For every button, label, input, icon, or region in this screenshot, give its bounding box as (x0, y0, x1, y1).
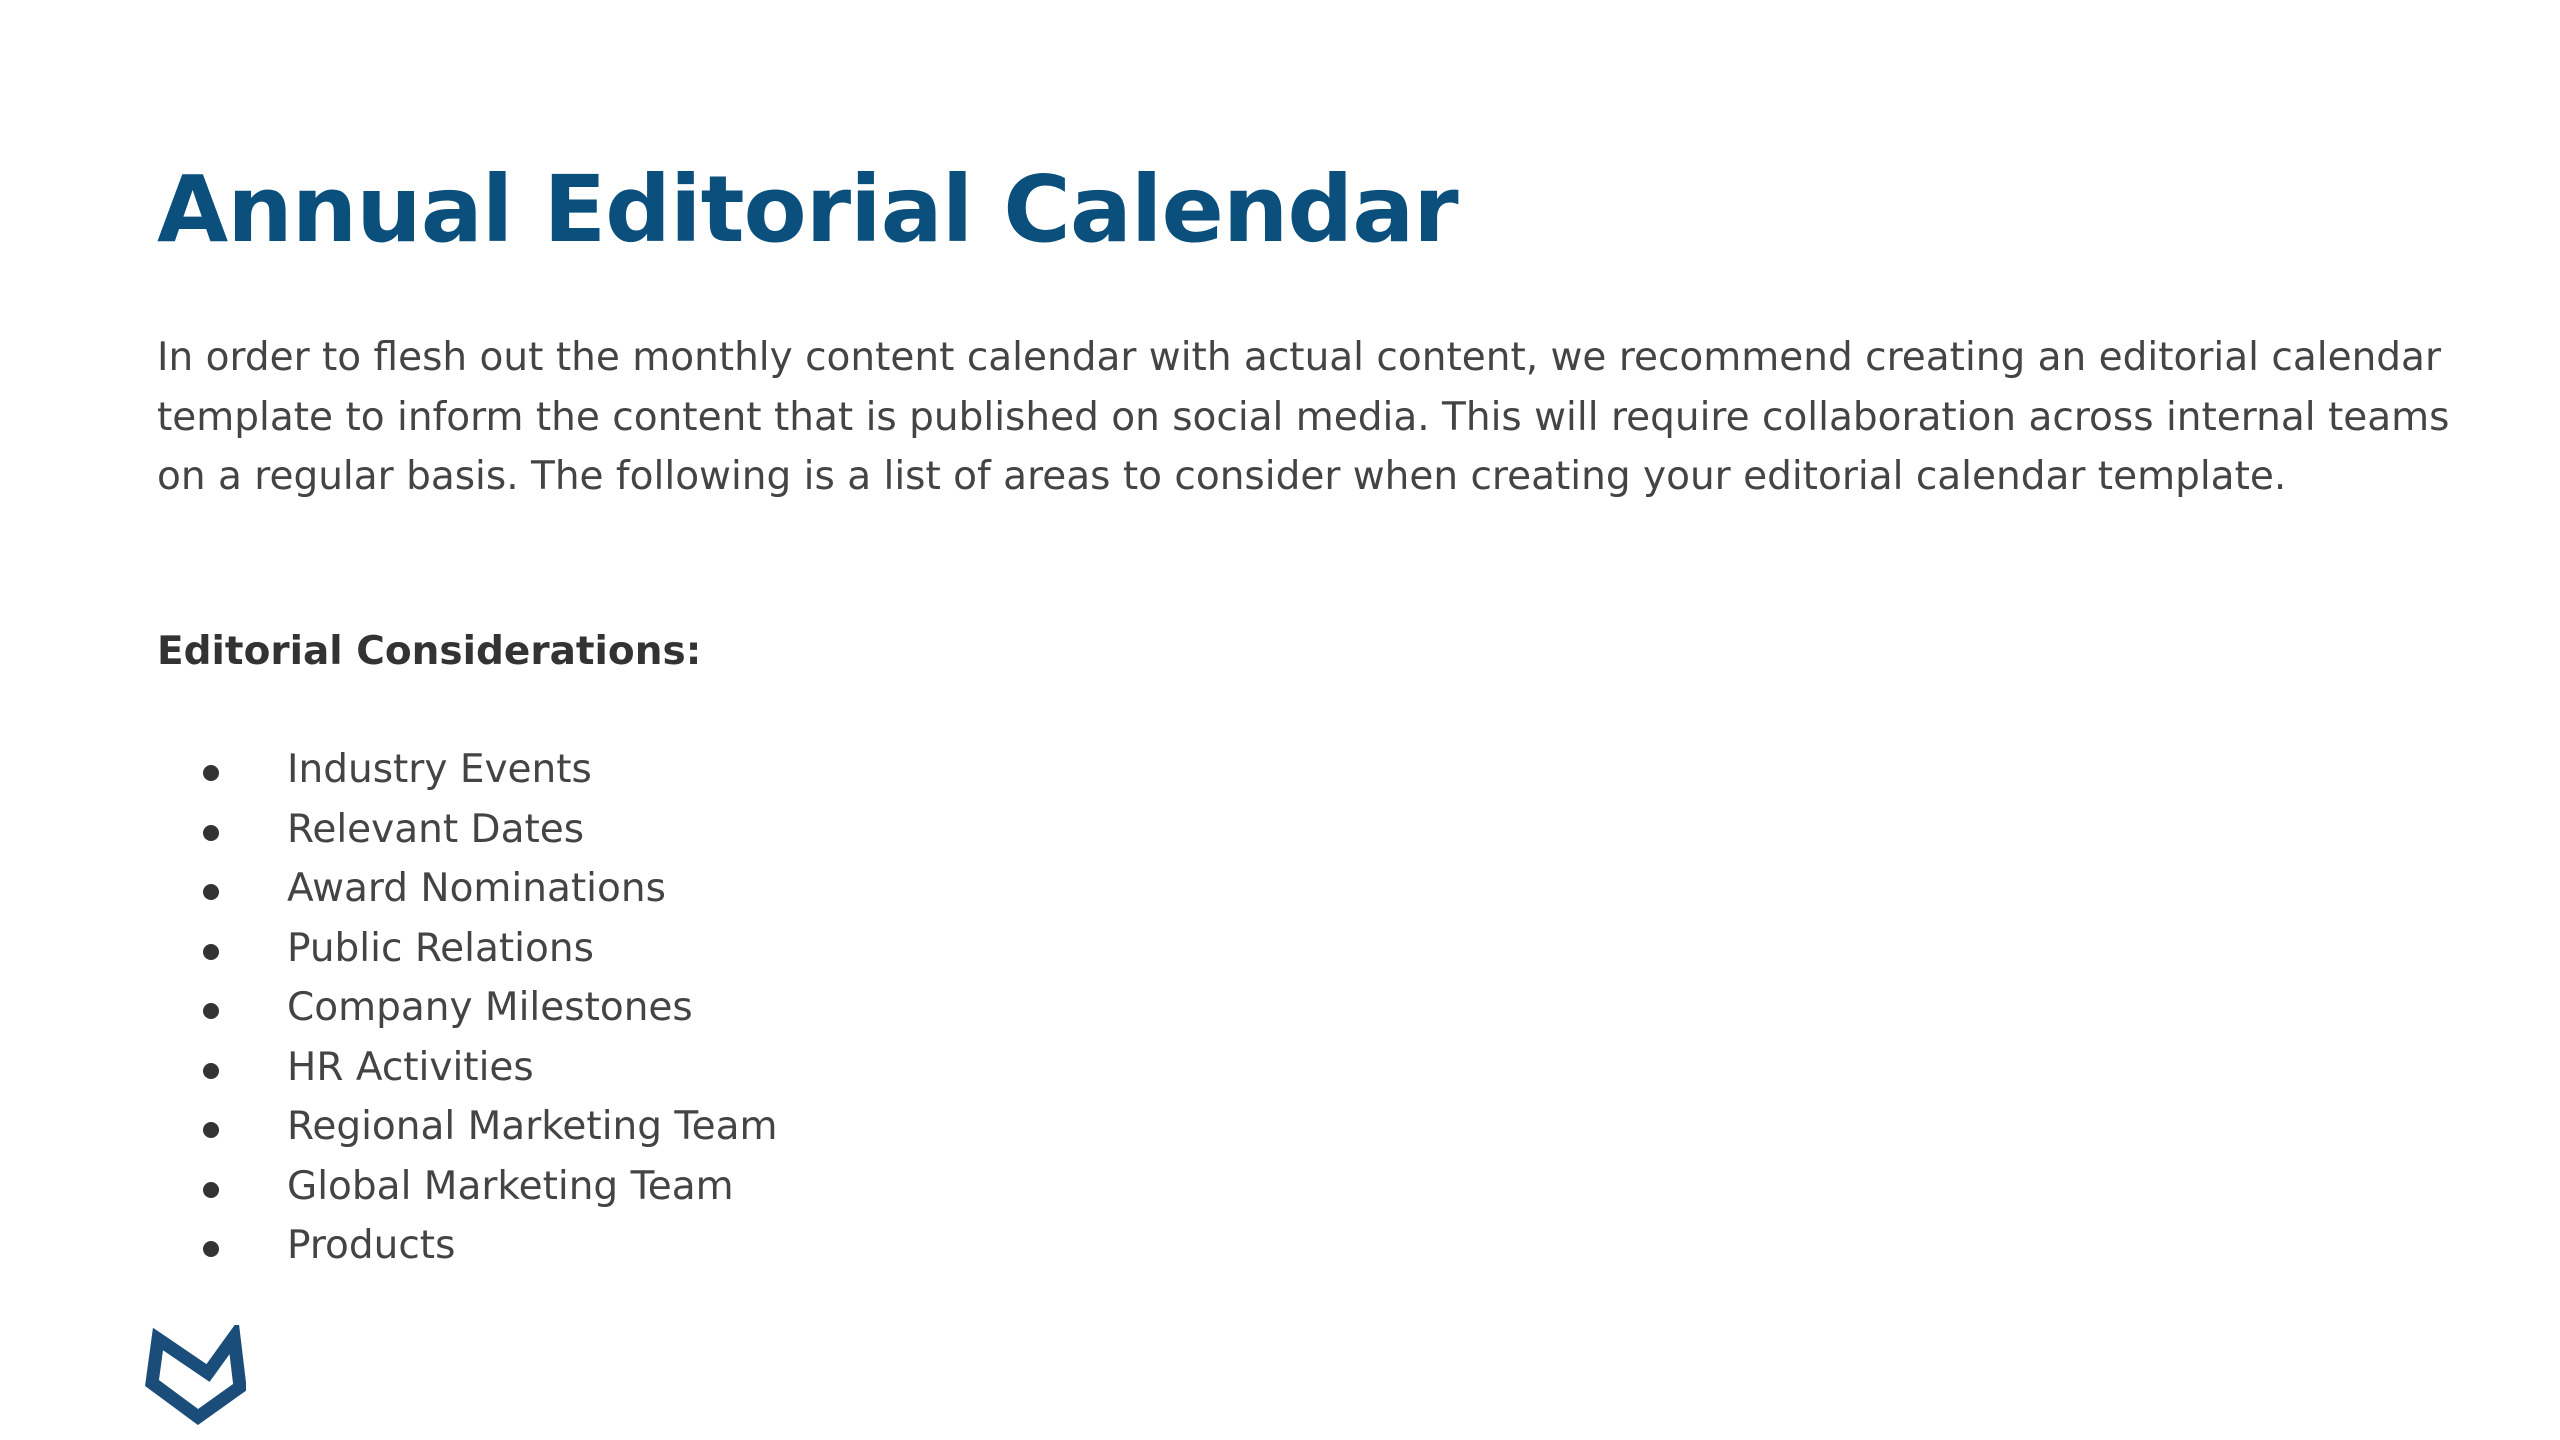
list-item-label: Industry Events (287, 747, 592, 792)
list-item-label: Regional Marketing Team (287, 1104, 778, 1149)
bullet-dot-icon (203, 825, 219, 841)
list-item-label: Public Relations (287, 925, 594, 971)
list-item-label: Award Nominations (287, 866, 666, 911)
list-item-label: Company Milestones (287, 985, 693, 1030)
bullet-dot-icon (203, 1003, 219, 1019)
brand-logo-icon (142, 1325, 246, 1425)
list-item-label: HR Activities (287, 1044, 534, 1090)
list-item-label: Products (287, 1223, 456, 1268)
bullet-dot-icon (203, 884, 219, 900)
page-title: Annual Editorial Calendar (157, 156, 1458, 263)
bullet-dot-icon (203, 1182, 219, 1198)
bullet-dot-icon (203, 1241, 219, 1257)
section-heading: Editorial Considerations: (157, 629, 702, 674)
list-item-label: Global Marketing Team (287, 1163, 734, 1209)
bullet-dot-icon (203, 1063, 219, 1079)
intro-paragraph: In order to flesh out the monthly content calendar with actual content, we recommend creating an editorial calendar template to inform the content that is published on social media. This will require collaboration across internal teams on a regular basis. The following is a list of areas to consider when creating your editorial calendar template. (157, 335, 2450, 499)
bullet-dot-icon (203, 765, 219, 781)
list-item-label: Relevant Dates (287, 806, 585, 852)
bullet-dot-icon (203, 1122, 219, 1138)
bullet-dot-icon (203, 944, 219, 960)
